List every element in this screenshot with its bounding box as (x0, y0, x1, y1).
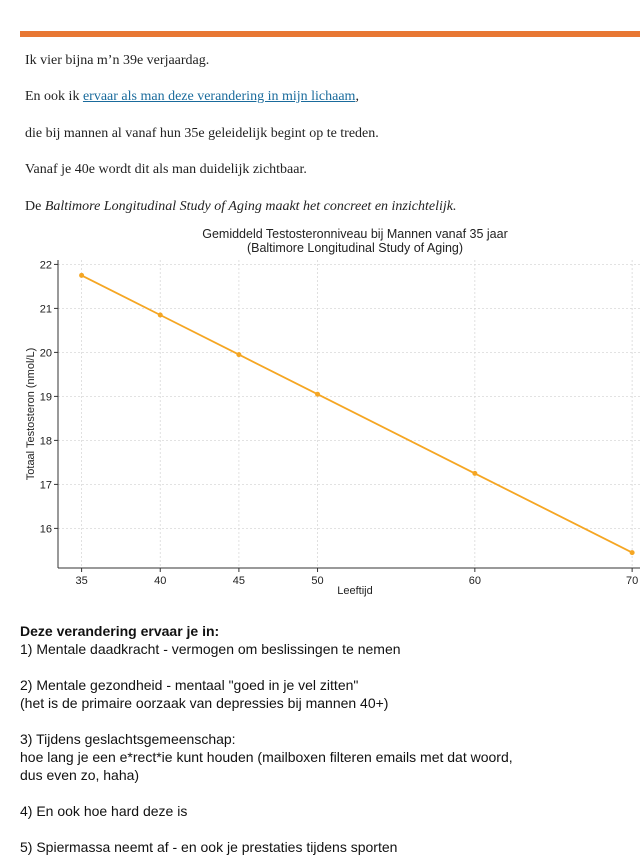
changes-list (20, 640, 620, 856)
x-tick-label: 70 (626, 575, 639, 587)
y-tick-label: 17 (39, 479, 52, 492)
paragraph-study-prefix: De (25, 199, 45, 214)
list-spacer (20, 658, 620, 676)
y-tick-label: 20 (39, 347, 52, 360)
list-item-line: (het is de primaire oorzaak van depressies bij mannen 40+) (20, 695, 389, 711)
list-item (20, 838, 620, 856)
list-item (20, 676, 620, 712)
data-point (236, 352, 241, 357)
paragraph-age-40: Vanaf je 40e wordt dit als man duidelijk zichtbaar. (25, 162, 307, 177)
list-spacer (20, 820, 620, 838)
list-item-line: 4) En ook hoe hard deze is (20, 803, 188, 819)
paragraph-study (25, 199, 456, 215)
y-tick-label: 19 (39, 391, 52, 404)
data-point (79, 273, 84, 278)
y-tick-label: 21 (39, 303, 52, 316)
testosterone-chart (20, 222, 640, 600)
y-axis-label: Totaal Testosteron (nmol/L) (25, 347, 37, 481)
changes-section (20, 622, 620, 856)
y-tick-label: 22 (39, 259, 52, 272)
paragraph-experience-prefix: En ook ik (25, 89, 83, 104)
list-item (20, 802, 620, 820)
changes-heading: Deze verandering ervaar je in: (20, 623, 220, 639)
chart-title: Gemiddeld Testosteronniveau bij Mannen vanaf 35 jaar (202, 227, 508, 241)
header-accent-bar (20, 31, 640, 37)
paragraph-experience (25, 89, 359, 105)
data-point (158, 313, 163, 318)
data-point (472, 471, 477, 476)
chart-subtitle: (Baltimore Longitudinal Study of Aging) (246, 241, 464, 255)
list-item-line: dus even zo, haha) (20, 767, 140, 783)
x-tick-label: 40 (154, 575, 167, 587)
series-line (82, 275, 633, 552)
x-axis-label: Leeftijd (337, 585, 373, 597)
list-item-line: 3) Tijdens geslachtsgemeenschap: (20, 731, 236, 747)
list-item-line: 1) Mentale daadkracht - vermogen om beslissingen te nemen (20, 641, 401, 657)
paragraph-experience-suffix: , (355, 89, 359, 104)
study-name: Baltimore Longitudinal Study of Aging maakt het concreet en inzichtelijk. (44, 199, 457, 214)
list-spacer (20, 712, 620, 730)
list-item (20, 640, 620, 658)
x-tick-label: 35 (75, 575, 88, 587)
list-item-line: 2) Mentale gezondheid - mentaal "goed in je vel zitten" (20, 677, 359, 693)
x-tick-label: 60 (468, 575, 481, 587)
x-tick-label: 45 (232, 575, 246, 587)
list-item (20, 730, 620, 784)
list-spacer (20, 784, 620, 802)
paragraph-birthday: Ik vier bijna m’n 39e verjaardag. (25, 53, 210, 68)
paragraph-age-35: die bij mannen al vanaf hun 35e geleidelijk begint op te treden. (25, 126, 379, 141)
data-point (315, 392, 320, 397)
list-item-line: 5) Spiermassa neemt af - en ook je prestaties tijdens sporten (20, 839, 398, 855)
x-tick-label: 50 (311, 575, 324, 587)
data-point (630, 550, 635, 555)
list-item-line: hoe lang je een e*rect*ie kunt houden (mailboxen filteren emails met dat woord, (20, 749, 513, 765)
experience-link[interactable]: ervaar als man deze verandering in mijn lichaam (82, 89, 356, 104)
y-tick-label: 18 (39, 435, 52, 448)
y-tick-label: 16 (39, 523, 52, 536)
